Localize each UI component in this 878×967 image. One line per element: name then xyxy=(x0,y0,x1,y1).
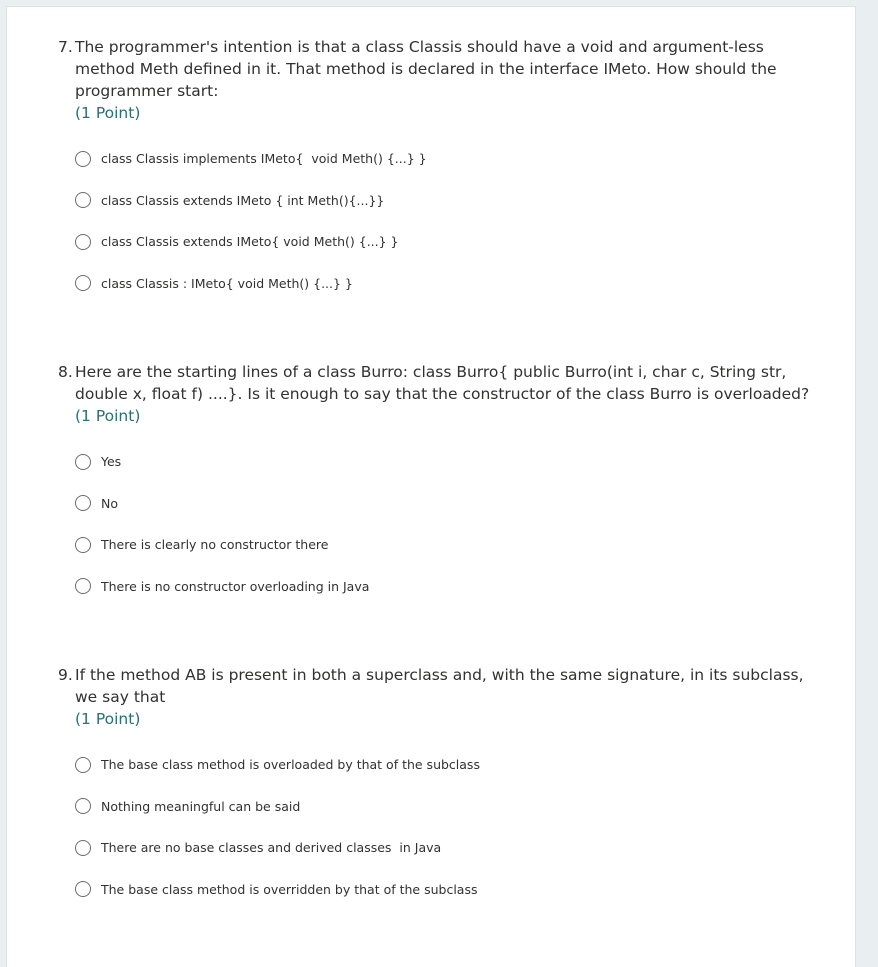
option-9-4[interactable] xyxy=(75,869,818,911)
page-background-strip xyxy=(856,0,878,943)
option-9-2[interactable] xyxy=(75,786,818,828)
option-9-1[interactable] xyxy=(75,744,818,786)
option-label: There is clearly no constructor there xyxy=(101,537,329,553)
option-8-1[interactable] xyxy=(75,441,818,483)
question-title xyxy=(58,664,818,708)
radio-button[interactable] xyxy=(75,151,91,167)
option-label: There is no constructor overloading in Java xyxy=(101,578,370,594)
question-text: If the method AB is present in both a superclass and, with the same signature, in its subclass, we say that xyxy=(75,666,804,706)
option-7-2[interactable] xyxy=(75,180,818,222)
options-list xyxy=(58,744,818,910)
question-text: Here are the starting lines of a class Burro: class Burro{ public Burro(int i, char c, String str, double x, float f) ....}. Is it enough to say that the constructor of the class Burro is overloaded? xyxy=(75,363,810,403)
question-points: (1 Point) xyxy=(75,710,141,728)
radio-button[interactable] xyxy=(75,454,91,470)
option-8-4[interactable] xyxy=(75,566,818,608)
question-number: 8. xyxy=(58,363,73,381)
option-label: There are no base classes and derived classes in Java xyxy=(101,840,442,856)
question-text: The programmer's intention is that a class Classis should have a void and argument-less method Meth defined in it. That method is declared in the interface IMeto. How should the programmer start: xyxy=(75,38,777,100)
question-title xyxy=(58,36,818,102)
radio-button[interactable] xyxy=(75,275,91,291)
option-7-1[interactable] xyxy=(75,138,818,180)
question-title xyxy=(58,361,818,405)
radio-button[interactable] xyxy=(75,495,91,511)
question-points: (1 Point) xyxy=(75,407,141,425)
radio-button[interactable] xyxy=(75,881,91,897)
radio-button[interactable] xyxy=(75,537,91,553)
options-list xyxy=(58,138,818,304)
option-label: class Classis extends IMeto{ void Meth() {...} } xyxy=(101,234,399,250)
question-9 xyxy=(58,664,818,910)
option-label: class Classis extends IMeto { int Meth(){...}} xyxy=(101,192,385,208)
option-label: The base class method is overloaded by that of the subclass xyxy=(101,757,480,773)
question-number: 7. xyxy=(58,38,73,56)
radio-button[interactable] xyxy=(75,192,91,208)
radio-button[interactable] xyxy=(75,578,91,594)
option-9-3[interactable] xyxy=(75,827,818,869)
option-label: class Classis implements IMeto{ void Meth() {...} } xyxy=(101,151,427,167)
option-label: Yes xyxy=(101,454,122,470)
radio-button[interactable] xyxy=(75,840,91,856)
radio-button[interactable] xyxy=(75,798,91,814)
radio-button[interactable] xyxy=(75,757,91,773)
option-8-3[interactable] xyxy=(75,524,818,566)
option-label: class Classis : IMeto{ void Meth() {...} } xyxy=(101,275,353,291)
option-label: No xyxy=(101,495,118,511)
question-points: (1 Point) xyxy=(75,104,141,122)
option-7-4[interactable] xyxy=(75,263,818,305)
option-8-2[interactable] xyxy=(75,483,818,525)
question-number: 9. xyxy=(58,666,73,684)
options-list xyxy=(58,441,818,607)
radio-button[interactable] xyxy=(75,234,91,250)
option-7-3[interactable] xyxy=(75,221,818,263)
option-label: The base class method is overridden by that of the subclass xyxy=(101,881,478,897)
question-7 xyxy=(58,36,818,304)
option-label: Nothing meaningful can be said xyxy=(101,798,301,814)
question-8 xyxy=(58,361,818,607)
